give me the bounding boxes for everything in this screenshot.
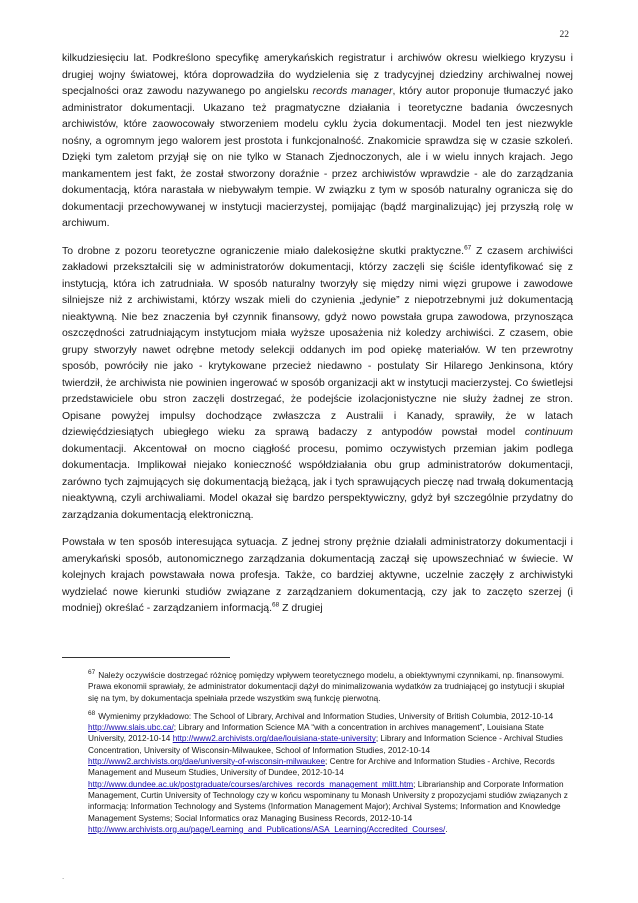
paragraph-text: To drobne z pozoru teoretyczne ograniczenie miało dalekosiężne skutki praktyczne. bbox=[62, 245, 465, 257]
footnotes bbox=[88, 670, 568, 842]
paragraph-3 bbox=[62, 535, 573, 618]
footnote-text: ; Library and Information Science - Archival Studies Concentration, University of Wisconsin-Milwaukee, School of Information Studies, 2012-10-14 bbox=[88, 734, 563, 755]
paragraph-text: dokumentacji. Akcentował on mocno ciągłość procesu, pomimo oczywistych przemian jakim podlega dokumentacja. Implikował niejako konieczność współdziałania obu grup administratorów dokumentacji, zarówno tych zajmujących się dokumentacją bieżącą, jak i tych sprawujących pieczę nad trwałą dokumentacją nieaktywną, czyli archiwaliami. Model okazał się bardzo perspektywiczny, gdyż był szczególnie przydatny do zarządzania dokumentacją elektroniczną. bbox=[62, 443, 573, 521]
footnote-separator bbox=[62, 657, 230, 658]
footnote-number: 67 bbox=[88, 669, 96, 677]
link-ubc[interactable]: http://www.slais.ubc.ca/ bbox=[88, 723, 174, 733]
footnote-text: Należy oczywiście dostrzegać różnicę pomiędzy wpływem teoretycznego modelu, a obiektywnymi czynnikami, np. finansowymi. Prawa ekonomii sprawiały, że administrator dokumentacji dążył do minimalizowania wydatków za trudniającej go instytucji i skupiał się na tym, by dokumentacja spełniała przede wszystkim swą funkcję pierwotną. bbox=[88, 671, 565, 703]
paragraph-text: Powstała w ten sposób interesująca sytuacja. Z jednej strony prężnie działali administratorzy dokumentacji i amerykański sposób, autonomicznego zarządzania dokumentacją zaczął się upowszechniać w świecie. W kolejnych krajach powstawała nowa profesja. Także, co bardziej aktywne, uczelnie zaczęły z archiwistyki wydzielać nowe kierunki studiów związane z zarządzaniem dokumentacją, czy jak to zaczęto szerzej (i modniej) określać - zarządzaniem informacją. bbox=[62, 537, 573, 614]
footnote-text: ; Library and Information Science MA “with a concentration in archives management”, Louisiana State University, 2012-10-14 bbox=[88, 723, 544, 744]
footnote-68 bbox=[88, 711, 568, 835]
page-number: 22 bbox=[559, 30, 569, 40]
paragraph-text: Z drugiej bbox=[279, 603, 323, 614]
footnote-67 bbox=[88, 670, 568, 704]
paragraph-text: , który autor proponuje tłumaczyć jako administrator dokumentacji. Ukazano też pragmatyczne działania i teoretyczne badania ówczesnych archiwistów, które zaowocowały stworzeniem modelu cyklu życia dokumentacji. Model ten jest niezwykle nośny, a ogromnym jego walorem jest prostota i funkcjonalność. Znakomicie sprawdza się w czasie szkoleń. Dzięki tym zaletom przyjął się on nie tylko w Stanach Zjednoczonych, ale i w wielu innych krajach. Jego mankamentem jest fakt, że został stworzony doraźnie - przez archiwistów wprawdzie - ale do zarządzania dokumentacją, która narastała w niebywałym tempie. W związku z tym w sposób naturalny ogranicza się do dokumentacji przechowywanej w instytucji macierzystej, pomijając (bądź marginalizując) jej przyszłą rolę w archiwum. bbox=[62, 86, 573, 229]
footnote-text: ; Librarianship and Corporate Information Management, Curtin University of Technology czy w końcu wspominany tu Monash University z propozycjami studiów związanych z informacją: Information Technology and Systems (Information Management Major); Archival Systems; Information and Knowledge Management Systems; Social Informatics oraz Managing Business Records, 2012-10-14 bbox=[88, 779, 568, 823]
footnote-ref-68[interactable]: 68 bbox=[272, 601, 280, 609]
footnote-number: 68 bbox=[88, 710, 96, 718]
link-louisiana[interactable]: http://www2.archivists.org/dae/louisiana-state-university bbox=[172, 734, 376, 744]
italic-term: continuum bbox=[524, 427, 573, 438]
link-archivists-au[interactable]: http://www.archivists.org.au/page/Learning_and_Publications/ASA_Learning/Accredited_Courses/ bbox=[88, 824, 446, 834]
footnote-text: Wymienimy przykładowo: The School of Library, Archival and Information Studies, University of British Columbia, 2012-10-14 bbox=[98, 711, 554, 721]
paragraph-text: Z czasem archiwiści zakładowi przekształcili się w administratorów dokumentacji, którzy zaczęli się ściśle identyfikować się z instytucją, która ich zatrudniała. W sposób naturalny tworzyły się między nimi więzi grupowe i zawodowe silniejsze niż z archiwistami, którzy wszak mieli do czynienia „jedynie” z niepotrzebnymi już dokumentacją nieaktywną. Nie bez znaczenia był czynnik finansowy, gdyż nowo powstała grupa zawodowa, przynosząca oszczędności zatrudniającym instytucjom miała wyższe uposażenia niż koledzy archiwiści. Z czasem, obie grupy stworzyły nawet odrębne metody selekcji oddanych im pod opiekę materiałów. W ten przewrotny sposób, powróciły nie jako - krytykowane przecież niedawno - postulaty Sir Hilarego Jenkinsona, który twierdził, że archiwista nie powinien ingerować w sposób organizacji akt w instytucji macierzystej. Co świetlejsi przedstawiciele obu stron zaczęli dostrzegać, że podejście izolacjonistyczne nie służy żadnej ze stron. Opisane powyżej impulsy dochodzące zwłaszcza z Australii i Kanady, sprawiły, że w latach dziewięćdziesiątych ubiegłego wieku za sprawą badaczy z antypodów powstał model bbox=[62, 245, 573, 438]
footnote-text: ; Centre for Archive and Information Studies - Archive, Records Management and Museum Studies, University of Dundee, 2012-10-14 bbox=[88, 757, 555, 778]
link-dundee[interactable]: http://www.dundee.ac.uk/postgraduate/courses/archives_records_management_mlitt.htm bbox=[88, 779, 414, 789]
link-wisconsin[interactable]: http://www2.archivists.org/dae/university-of-wisconsin-milwaukee bbox=[88, 757, 326, 767]
paragraph-2 bbox=[62, 244, 573, 525]
stray-mark: . bbox=[62, 872, 65, 881]
paragraph-1 bbox=[62, 51, 573, 233]
main-text bbox=[62, 51, 573, 629]
paragraph-text: kilkudziesięciu lat. Podkreślono specyfikę amerykańskich registratur i archiwów okresu wielkiego kryzysu i drugiej wojny światowej, która doprowadziła do wydzielenia się z tradycyjnej dziedziny archiwalnej nowej specjalności oraz zawodu nazywanego po angielsku bbox=[62, 53, 573, 97]
italic-term: records manager bbox=[312, 86, 393, 97]
footnote-ref-67[interactable]: 67 bbox=[464, 244, 472, 252]
footnote-text: . bbox=[445, 824, 448, 834]
